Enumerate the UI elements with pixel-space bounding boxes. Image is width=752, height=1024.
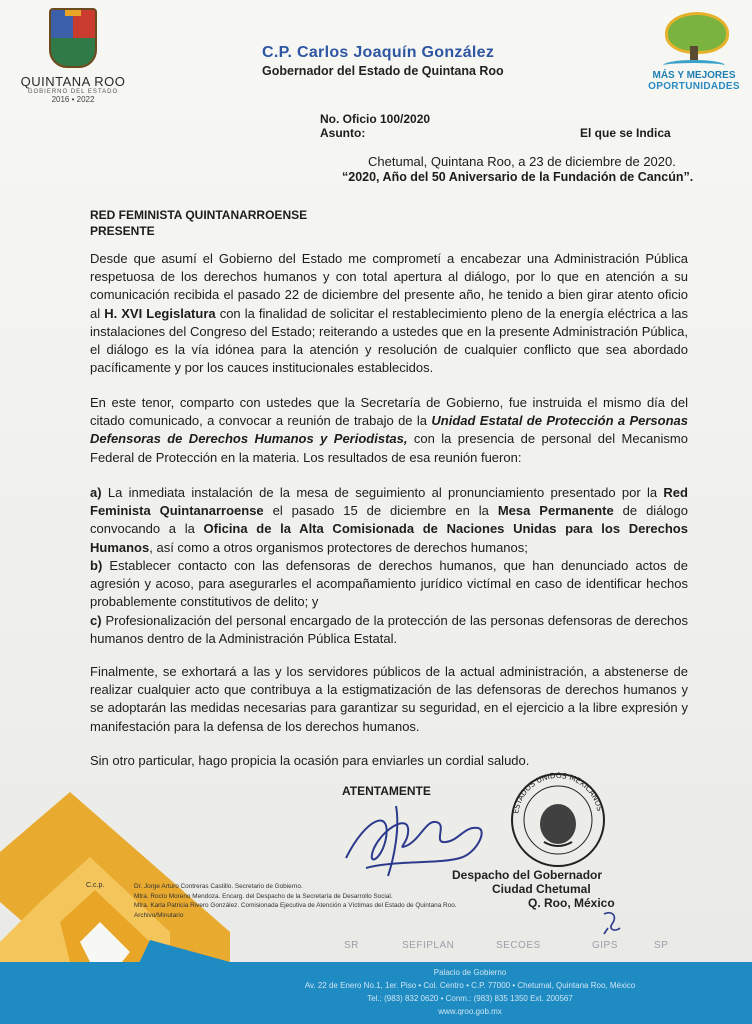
initials-mark: [600, 908, 624, 936]
paragraph-2: En este tenor, comparto con ustedes que la Secretaría de Gobierno, fue instruida el mismo día del citado comunicado, a convocar a reunión de trabajo de la Unidad Estatal de Protección a Personas Defensoras de Derechos Humanos y Periodistas, con la presencia de personal del Mecanismo Federal de Protección en la materia. Los resultados de esa reunión fueron:: [90, 395, 688, 465]
paragraph-4: Sin otro particular, hago propicia la ocasión para enviarles un cordial saludo.: [90, 753, 530, 768]
list-item-a: a) La inmediata instalación de la mesa de seguimiento al pronunciamiento presentado por la Red Feminista Quintanarroense el pasado 15 de diciembre en la Mesa Permanente de diálogo convocando a la Oficina de la Alta Comisionada de Naciones Unidas para los Derechos Humanos, así como a otros organismos protectores de derechos humanos;: [90, 485, 688, 555]
atentamente: ATENTAMENTE: [342, 784, 431, 798]
addressee-name: RED FEMINISTA QUINTANARROENSE: [90, 208, 308, 222]
slogan-line1: MÁS Y MEJORES: [652, 70, 736, 81]
state-logo-subtitle: GOBIERNO DEL ESTADO: [27, 89, 119, 95]
shield-icon: [49, 8, 97, 68]
department-sefiplan: SEFIPLAN: [402, 940, 455, 951]
seal-text: ESTADOS UNIDOS MEXICANOS: [511, 770, 605, 815]
state-logo-name: QUINTANA ROO: [20, 74, 126, 89]
list-item: Mtra. Rocío Moreno Mendoza. Encarg. del Despacho de la Secretaría de Desarrollo Social.: [134, 892, 393, 900]
list-item: Dr. Jorge Arturo Contreras Castillo. Secretario de Gobierno.: [134, 883, 303, 890]
slogan-line2: OPORTUNIDADES: [648, 81, 740, 92]
year-motto: “2020, Año del 50 Aniversario de la Fundación de Cancún”.: [342, 170, 694, 184]
place-date: Chetumal, Quintana Roo, a 23 de diciembre de 2020.: [368, 154, 676, 169]
state-logo-years: 2016 • 2022: [51, 95, 95, 104]
list-item: Mtra. Karla Patricia Rivero González. Comisionada Ejecutiva de Atención a Víctimas del Estado de Quintana Roo.: [134, 902, 457, 910]
governor-title: Gobernador del Estado de Quintana Roo: [262, 64, 504, 78]
ccp-list: [134, 882, 457, 920]
state-logo: [18, 8, 128, 104]
department-gips: GIPS: [592, 940, 618, 951]
department-secoes: SECOES: [496, 940, 541, 951]
asunto-label: Asunto:: [320, 126, 366, 140]
list-item: Archivo/Minutario: [134, 911, 184, 919]
legislatura-bold: H. XVI Legislatura: [104, 305, 216, 321]
tree-icon: [659, 10, 729, 70]
official-seal: [504, 764, 612, 872]
footer-website[interactable]: www.qroo.gob.mx: [438, 1007, 502, 1016]
slogan-logo: [640, 10, 748, 92]
department-sp: SP: [654, 940, 669, 951]
oficio-number: No. Oficio 100/2020: [320, 112, 431, 126]
list-item-c: c) Profesionalización del personal encargado de la protección de las personas defensoras de derechos humanos dentro de la Administración Pública Estatal.: [90, 613, 688, 647]
signature: [336, 798, 496, 878]
addressee-presente: PRESENTE: [90, 224, 155, 238]
addressee: [90, 207, 307, 239]
governor-name: C.P. Carlos Joaquín González: [262, 44, 495, 61]
asunto-value: El que se Indica: [580, 126, 671, 140]
list-item-b: b) Establecer contacto con las defensoras de derechos humanos, que han denunciado actos de agresión y acoso, para asegurarles el acompañamiento jurídico victímal en caso de identificar hechos probablemente constitutivos de delito; y: [90, 558, 688, 610]
department-sr: SR: [344, 940, 359, 951]
paragraph-3: Finalmente, se exhortará a las y los servidores públicos de la actual administración, a abstenerse de realizar cualquier acto que contribuya a la estigmatización de las defensoras de derechos humanos y se adoptarán las medidas necesarias para garantizar su seguridad, en el ejercicio a la libre expresión y manifestación para la defensa de los derechos humanos.: [90, 664, 688, 734]
unidad-estatal-bold: Unidad Estatal de Protección a Personas Defensoras de Derechos Humanos y Periodistas,: [90, 413, 688, 447]
footer-address: Palacio de Gobierno Av. 22 de Enero No.1, 1er. Piso • Col. Centro • C.P. 77000 • Chetumal, Quintana Roo, México Tel.: (983) 832 0620 • Conm.: (983) 835 1350 Ext. 200567 www.qroo.gob.mx: [190, 966, 750, 1018]
office-stamp: Despacho del Gobernador Ciudad Chetumal Q. Roo, México: [452, 868, 615, 910]
paragraph-1: Desde que asumí el Gobierno del Estado me comprometí a encabezar una Administración Pública respetuosa de los derechos humanos y con total apertura al diálogo, por lo que en atención a su comunicación recibida el pasado 22 de diciembre del presente año, he tenido a bien girar atento oficio al H. XVI Legislatura con la finalidad de solicitar el restablecimiento pleno de la energía eléctrica a las instalaciones del Congreso del Estado; reiterando a ustedes que en la presente Administración Pública, el diálogo es la vía idónea para la atención y resolución de cualquier conflicto que sea abordado pacíficamente y por los cauces institucionales establecidos.: [90, 251, 688, 376]
ccp-label: C.c.p.: [86, 882, 105, 889]
